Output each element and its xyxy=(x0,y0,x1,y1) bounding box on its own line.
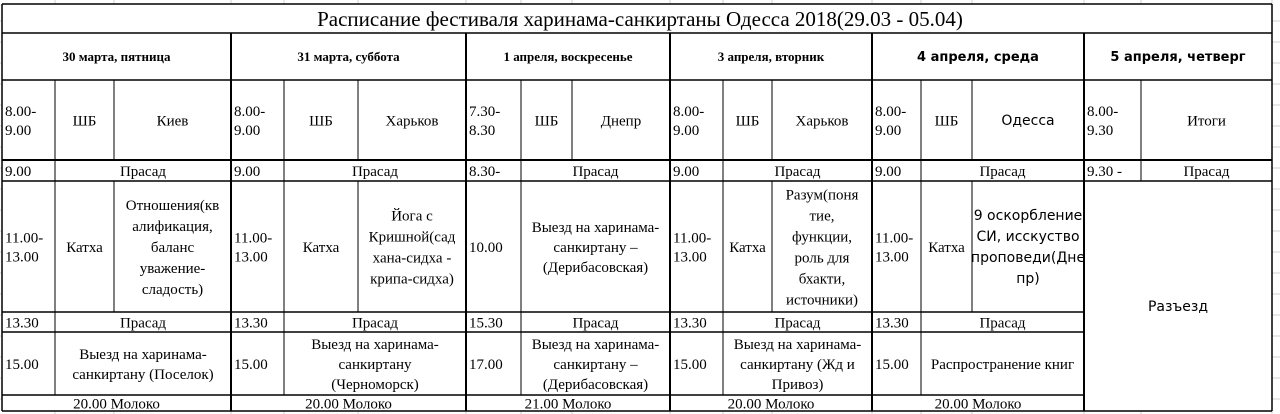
evening-label: 20.00 Молоко xyxy=(727,396,815,413)
event-text: Выезд на харинама- xyxy=(311,336,439,353)
time-cell: 17.00 xyxy=(469,356,503,373)
time-cell: 13.30 xyxy=(5,315,39,332)
session-topic: тие, xyxy=(809,208,835,225)
prasad-label: Прасад xyxy=(572,315,619,332)
prasad-label: Прасад xyxy=(979,163,1026,180)
time-cell: 9.00 xyxy=(5,122,32,139)
time-cell: 9.00 xyxy=(875,163,902,180)
time-cell: 9.00 xyxy=(234,122,261,139)
time-cell: 8.30- xyxy=(469,163,501,180)
time-cell: 8.30 xyxy=(469,122,496,139)
schedule-title: Расписание фестиваля харинама-санкиртаны Одесса 2018(29.03 - 05.04) xyxy=(317,6,963,31)
time-cell: 13.30 xyxy=(875,315,909,332)
session-topic: источники) xyxy=(785,292,859,309)
time-cell: 9.30 xyxy=(1087,122,1114,139)
event-text: Выезд на харинама- xyxy=(531,336,660,353)
time-cell: 8.00- xyxy=(673,103,705,120)
day-header: 31 марта, суббота xyxy=(297,49,400,65)
session-topic: функции, xyxy=(792,229,852,246)
time-cell: 9.00 xyxy=(5,163,32,180)
event-text: (Дерибасовская) xyxy=(542,259,649,276)
time-cell: 15.00 xyxy=(234,356,268,373)
time-cell: 10.00 xyxy=(469,239,503,256)
session-topic: Киев xyxy=(156,113,189,130)
time-cell: 11.00- xyxy=(5,230,44,247)
session-topic: Одесса xyxy=(1001,112,1055,129)
time-cell: 8.00- xyxy=(1087,103,1119,120)
event-text: санкиртану (Жд и xyxy=(740,356,855,373)
day-header: 30 марта, пятница xyxy=(62,49,171,65)
time-cell: 15.00 xyxy=(673,356,707,373)
time-cell: 13.30 xyxy=(234,315,268,332)
event-text: (Дерибасовская) xyxy=(542,376,649,393)
prasad-label: Прасад xyxy=(572,163,619,180)
session-type: Катха xyxy=(928,239,965,256)
session-topic: пр) xyxy=(1016,270,1040,287)
event-text: санкиртану – xyxy=(553,239,638,256)
event-text: Выезд на харинама- xyxy=(531,219,660,236)
time-cell: 8.00- xyxy=(5,103,37,120)
time-cell: 11.00- xyxy=(673,230,712,247)
time-cell: 9.00 xyxy=(673,163,700,180)
time-cell: 9.00 xyxy=(234,163,261,180)
event-text: санкиртану (Поселок) xyxy=(72,366,214,383)
session-topic: сладость) xyxy=(141,281,204,298)
session-type: ШБ xyxy=(309,113,333,130)
day-header: 1 апреля, воскресенье xyxy=(503,49,633,65)
time-cell: 11.00- xyxy=(875,230,914,247)
day-header: 5 апреля, четверг xyxy=(1110,50,1246,66)
evening-label: 20.00 Молоко xyxy=(934,396,1022,413)
session-topic: СИ, исскуство xyxy=(976,228,1080,245)
time-cell: 13.00 xyxy=(875,249,909,266)
session-topic: Днепр xyxy=(600,113,642,130)
session-type: ШБ xyxy=(735,113,760,130)
prasad-label: Прасад xyxy=(119,315,167,332)
time-cell: 13.30 xyxy=(673,315,707,332)
event-text: санкиртану – xyxy=(553,356,638,373)
session-topic: проповеди(Дне xyxy=(970,249,1086,266)
session-type: Катха xyxy=(66,239,103,256)
prasad-label: Прасад xyxy=(351,315,399,332)
session-type: ШБ xyxy=(72,113,97,130)
prasad-label: Прасад xyxy=(351,163,399,180)
session-topic: 9 оскорбление xyxy=(973,207,1083,224)
evening-label: 20.00 Молоко xyxy=(305,396,392,413)
event-text: Распространение книг xyxy=(930,356,1075,373)
time-cell: 15.00 xyxy=(875,356,909,373)
session-topic: Кришной(сад xyxy=(368,229,456,246)
time-cell: 9.30 - xyxy=(1087,163,1122,180)
event-text: Привоз) xyxy=(771,376,824,393)
session-topic: баланс xyxy=(150,239,195,256)
time-cell: 15.30 xyxy=(469,315,503,332)
time-cell: 13.00 xyxy=(234,249,268,266)
time-cell: 8.00- xyxy=(234,103,266,120)
session-topic: Отношения(кв xyxy=(125,197,220,214)
prasad-label: Прасад xyxy=(119,163,167,180)
prasad-label: Прасад xyxy=(774,163,821,180)
evening-label: 20.00 Молоко xyxy=(73,396,160,413)
session-topic: крипа-сидха) xyxy=(370,271,454,288)
session-type: Катха xyxy=(729,239,766,256)
time-cell: 11.00- xyxy=(234,230,273,247)
time-cell: 13.00 xyxy=(5,249,39,266)
day-header: 3 апреля, вторник xyxy=(717,49,825,65)
session-topic: алификация, xyxy=(132,218,213,235)
time-cell: 9.00 xyxy=(673,122,700,139)
time-cell: 9.00 xyxy=(875,122,902,139)
session-type: Катха xyxy=(302,239,340,256)
time-cell: 13.00 xyxy=(673,249,707,266)
session-topic: Йога с xyxy=(391,208,433,225)
time-cell: 7.30- xyxy=(469,103,501,120)
session-type: ШБ xyxy=(934,113,959,130)
session-topic: хана-сидха - xyxy=(372,250,452,267)
session-topic: Харьков xyxy=(385,113,439,130)
event-text: Выезд на харинама- xyxy=(79,346,207,363)
event-text: (Черноморск) xyxy=(331,376,419,393)
session-topic: Харьков xyxy=(795,113,849,130)
prasad-label: Прасад xyxy=(979,315,1026,332)
prasad-label: Прасад xyxy=(1183,163,1230,180)
session-topic: Разум(поня xyxy=(785,187,859,204)
evening-label: 21.00 Молоко xyxy=(524,396,612,413)
prasad-label: Прасад xyxy=(774,315,821,332)
event-text: Выезд на харинама- xyxy=(733,336,862,353)
session-topic: уважение- xyxy=(139,260,206,277)
departure-label: Разъезд xyxy=(1147,298,1209,315)
event-text: санкиртану xyxy=(338,356,412,373)
day-header: 4 апреля, среда xyxy=(917,50,1039,66)
session-topic: Итоги xyxy=(1187,113,1226,130)
time-cell: 8.00- xyxy=(875,103,907,120)
time-cell: 15.00 xyxy=(5,356,39,373)
session-topic: роль для xyxy=(794,250,850,267)
session-topic: бхакти, xyxy=(798,271,846,288)
session-type: ШБ xyxy=(534,113,559,130)
